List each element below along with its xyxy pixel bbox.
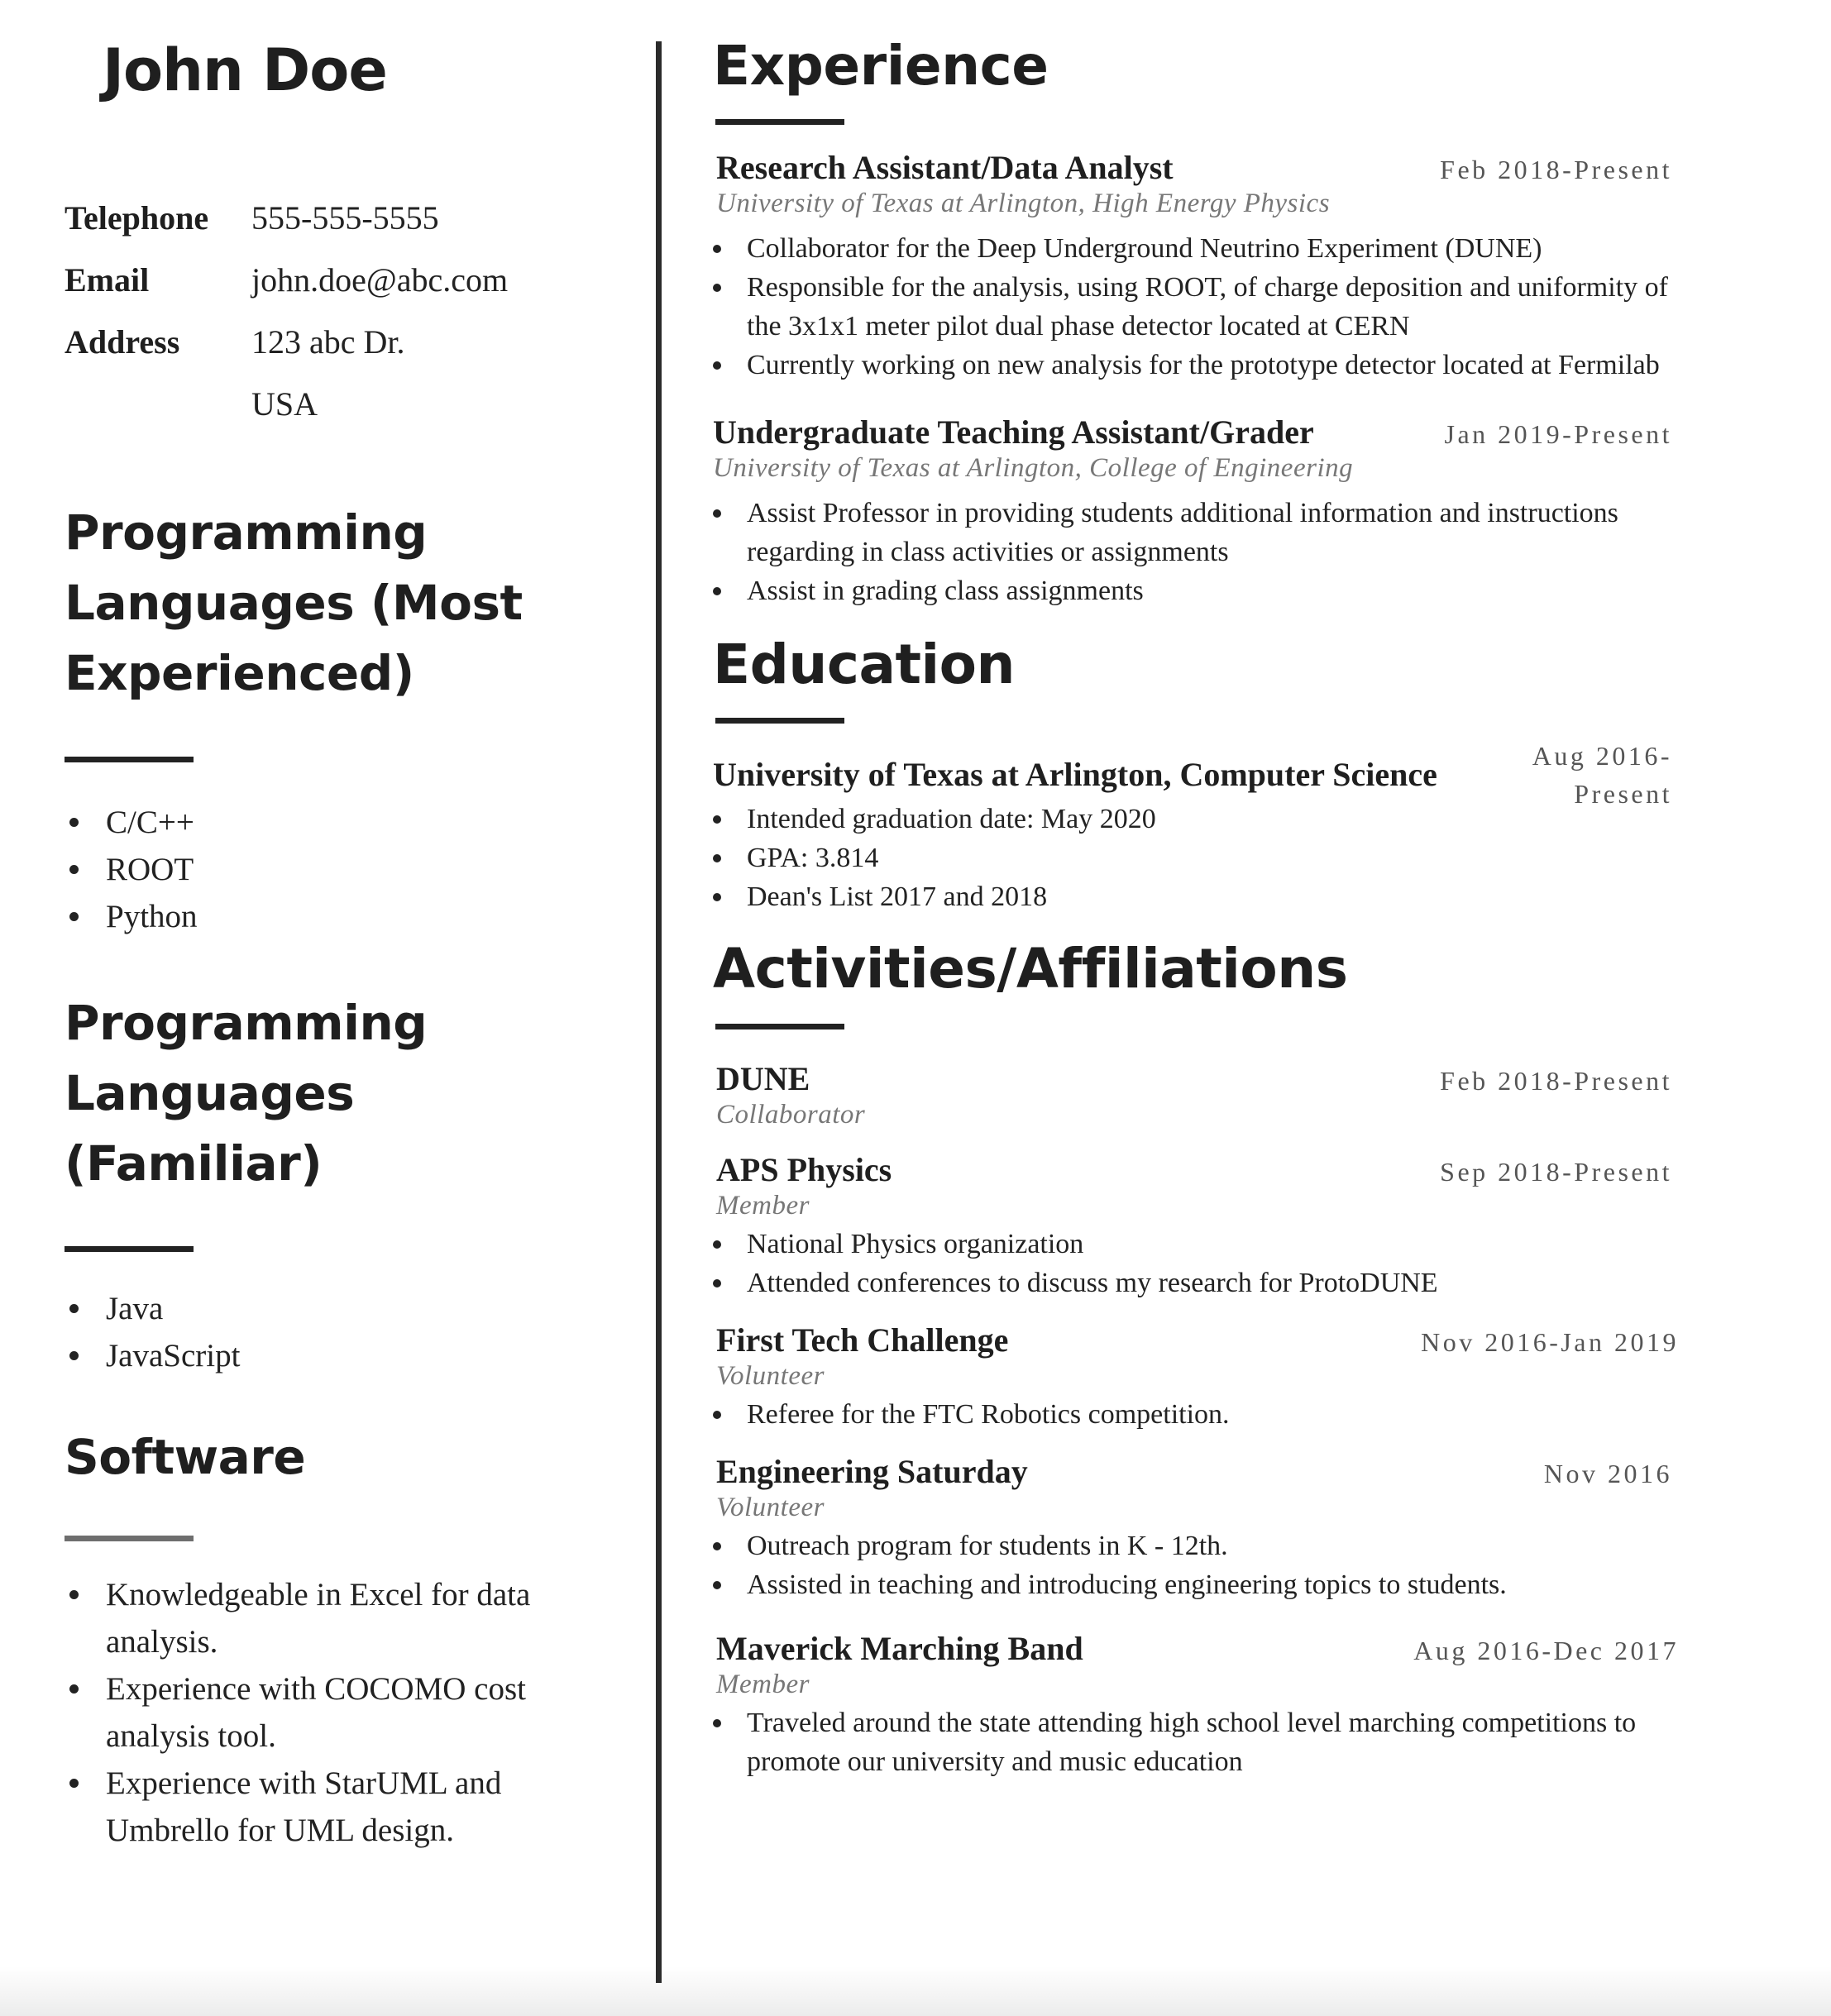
section-title <box>65 498 627 709</box>
list-item: Assist Professor in providing students additional information and instructions regarding in class activities or assignments <box>713 494 1672 571</box>
contact-row-telephone <box>65 187 627 249</box>
left-column <box>65 33 627 1854</box>
section-title-line: Experienced) <box>65 645 414 701</box>
entry-date: Aug 2016-Dec 2017 <box>1413 1636 1679 1665</box>
software-item: Experience with StarUML and Umbrello for UML design. <box>65 1760 627 1854</box>
software-item: Knowledgeable in Excel for data analysis. <box>65 1571 627 1665</box>
entry-date: Nov 2016 <box>1543 1459 1672 1488</box>
entry-header <box>713 413 1672 451</box>
activity-entry <box>713 1629 1679 1781</box>
contact-row-country <box>65 373 627 435</box>
entry-title: DUNE <box>716 1060 810 1097</box>
entry-header <box>716 1452 1672 1491</box>
telephone-value: 555-555-5555 <box>251 199 439 236</box>
contact-info <box>65 187 627 435</box>
entry-header <box>716 1629 1679 1668</box>
entry-title: Engineering Saturday <box>716 1453 1028 1490</box>
section-title-line: Languages (Familiar) <box>65 1065 355 1192</box>
entry-date-line: Aug 2016- <box>1532 741 1672 771</box>
right-column <box>713 33 1679 1781</box>
entry-date: Feb 2018-Present <box>1440 155 1672 184</box>
section-title: Software <box>65 1429 306 1485</box>
section-rule <box>715 1024 844 1029</box>
section-title: Activities/Affiliations <box>713 937 1348 1001</box>
entry-bullets <box>713 1225 1672 1302</box>
entry-title: University of Texas at Arlington, Computer Science <box>713 756 1437 793</box>
experience-entry <box>713 413 1672 610</box>
entry-title: Undergraduate Teaching Assistant/Grader <box>713 413 1314 451</box>
education-entry <box>713 737 1672 916</box>
address-value: 123 abc Dr. <box>251 323 405 361</box>
list-item: National Physics organization <box>713 1225 1672 1264</box>
activity-entry <box>713 1321 1679 1434</box>
activity-entry <box>713 1452 1672 1604</box>
entry-date: Jan 2019-Present <box>1444 419 1672 449</box>
skill-item: C/C++ <box>65 799 627 846</box>
contact-label: Email <box>65 261 150 299</box>
entry-bullets <box>713 1703 1672 1781</box>
page-bottom-shade <box>0 1966 1831 2016</box>
activity-entry <box>713 1150 1672 1302</box>
list-item: Referee for the FTC Robotics competition. <box>713 1395 1672 1434</box>
list-item: Attended conferences to discuss my research for ProtoDUNE <box>713 1264 1672 1302</box>
section-activities <box>713 936 1679 1781</box>
list-item: Traveled around the state attending high school level marching competitions to promote our university and music education <box>713 1703 1672 1781</box>
section-title <box>65 988 627 1199</box>
entry-title: First Tech Challenge <box>716 1321 1009 1359</box>
list-item: GPA: 3.814 <box>713 838 1672 877</box>
entry-header <box>716 1321 1679 1359</box>
entry-header <box>716 1150 1672 1189</box>
list-item: Outreach program for students in K - 12th. <box>713 1526 1672 1565</box>
list-item: Intended graduation date: May 2020 <box>713 800 1672 838</box>
entry-org: Member <box>716 1191 810 1221</box>
skill-list <box>65 1285 627 1379</box>
section-rule <box>65 1246 194 1252</box>
experience-entry <box>713 148 1672 385</box>
contact-row-address <box>65 311 627 373</box>
entry-org: University of Texas at Arlington, High Energy Physics <box>716 189 1331 218</box>
skill-list <box>65 799 627 940</box>
entry-bullets <box>713 229 1672 385</box>
skill-item: Python <box>65 893 627 940</box>
section-rule <box>65 1536 194 1541</box>
skill-item: Java <box>65 1285 627 1332</box>
section-title-line: Programming <box>65 504 428 561</box>
list-item: Collaborator for the Deep Underground Neutrino Experiment (DUNE) <box>713 229 1672 268</box>
contact-label: Address <box>65 323 180 361</box>
email-value: john.doe@abc.com <box>251 261 509 299</box>
entry-org: University of Texas at Arlington, College of Engineering <box>713 453 1354 483</box>
section-prog-most <box>65 498 627 940</box>
software-item: Experience with COCOMO cost analysis tool. <box>65 1665 627 1760</box>
software-list <box>65 1571 627 1854</box>
entry-title: Maverick Marching Band <box>716 1630 1083 1667</box>
list-item: Assisted in teaching and introducing engineering topics to students. <box>713 1565 1672 1604</box>
section-experience <box>713 33 1672 610</box>
skill-item: ROOT <box>65 846 627 893</box>
entry-org: Member <box>716 1670 810 1699</box>
country-value: USA <box>251 385 318 423</box>
entry-org: Volunteer <box>716 1361 825 1391</box>
entry-title: Research Assistant/Data Analyst <box>716 149 1174 186</box>
activity-entry <box>713 1059 1672 1130</box>
entry-date: Nov 2016-Jan 2019 <box>1421 1327 1679 1357</box>
entry-title: APS Physics <box>716 1151 892 1188</box>
column-divider <box>656 41 662 1983</box>
contact-row-email <box>65 249 627 311</box>
section-title: Experience <box>713 34 1049 98</box>
entry-date: Feb 2018-Present <box>1440 1066 1672 1096</box>
resume-name: John Doe <box>103 36 387 104</box>
entry-header <box>716 1059 1672 1098</box>
contact-label <box>65 373 251 435</box>
list-item: Currently working on new analysis for the prototype detector located at Fermilab <box>713 346 1672 385</box>
entry-org: Collaborator <box>716 1100 866 1130</box>
entry-date: Sep 2018-Present <box>1440 1157 1672 1187</box>
section-title: Education <box>713 633 1015 696</box>
section-rule <box>65 757 194 762</box>
entry-bullets <box>713 800 1672 916</box>
section-title-line: Programming <box>65 995 428 1051</box>
entry-header <box>716 148 1672 187</box>
list-item: Assist in grading class assignments <box>713 571 1672 610</box>
section-software <box>65 1422 627 1854</box>
entry-org: Volunteer <box>716 1493 825 1522</box>
skill-item: JavaScript <box>65 1332 627 1379</box>
entry-bullets <box>713 494 1672 610</box>
section-rule <box>715 718 844 724</box>
list-item: Dean's List 2017 and 2018 <box>713 877 1672 916</box>
list-item: Responsible for the analysis, using ROOT, of charge deposition and uniformity of the 3x1x1 meter pilot dual phase detector located at CERN <box>713 268 1672 346</box>
section-prog-familiar <box>65 988 627 1379</box>
section-title-line: Languages (Most <box>65 575 523 631</box>
contact-label: Telephone <box>65 199 209 236</box>
entry-bullets <box>713 1395 1672 1434</box>
section-rule <box>715 119 844 125</box>
entry-bullets <box>713 1526 1672 1604</box>
section-education <box>713 632 1672 916</box>
entry-date-line: Present <box>1574 779 1672 809</box>
